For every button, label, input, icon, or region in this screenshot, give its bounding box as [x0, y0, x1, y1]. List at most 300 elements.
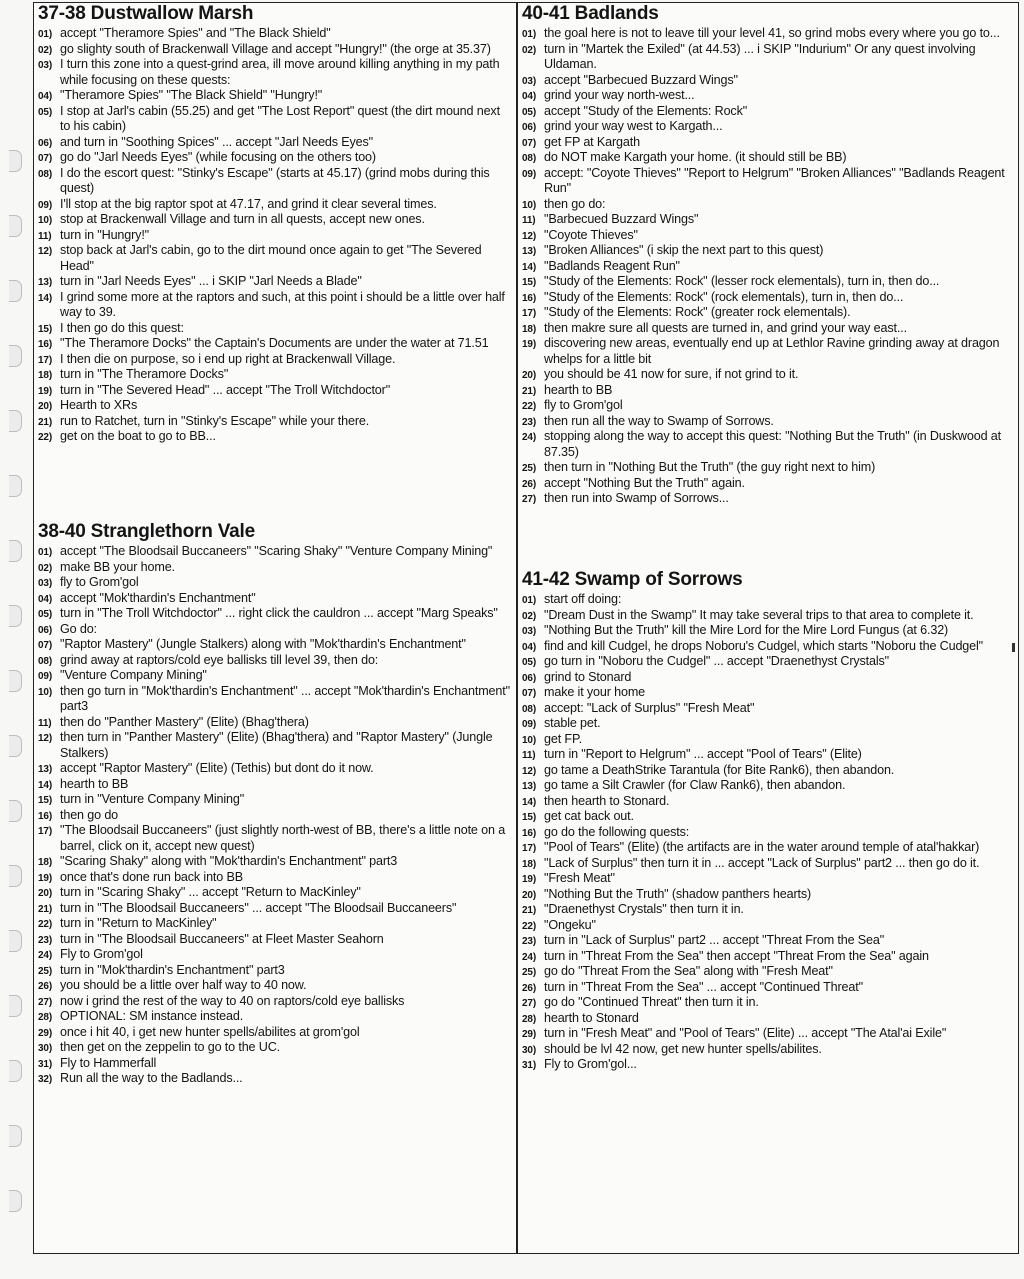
step-text: "Nothing But the Truth" (shadow panthers hearts) [544, 886, 812, 901]
step-item [522, 135, 1012, 151]
step-text: turn in "Scaring Shaky" ... accept "Return to MacKinley" [60, 885, 361, 899]
step-item [38, 429, 510, 445]
step-text: grind your way west to Kargath... [544, 119, 723, 133]
step-item [522, 670, 1012, 686]
step-number: 32) [38, 1074, 53, 1085]
step-text: turn in "Hungry!" [60, 227, 149, 242]
step-number: 23) [38, 934, 53, 946]
step-item [522, 228, 1012, 244]
step-item [522, 887, 1012, 903]
step-item [522, 1042, 1012, 1058]
step-number: 10) [522, 199, 537, 211]
step-text: turn in "Return to MacKinley" [60, 916, 217, 930]
step-text: hearth to BB [544, 382, 613, 397]
step-text: turn in "Threat From the Sea" ... accept "Continued Threat" [544, 979, 863, 994]
step-number: 07) [38, 153, 53, 164]
step-number: 17) [522, 308, 537, 319]
step-item [522, 623, 1012, 639]
step-text: "Broken Alliances" (i skip the next part to this quest) [544, 243, 824, 257]
step-number: 08) [522, 703, 537, 715]
step-item [38, 637, 510, 653]
step-item [38, 978, 510, 994]
step-text: now i grind the rest of the way to 40 on raptors/cold eye ballisks [60, 993, 405, 1008]
step-text: then go do: [544, 196, 606, 211]
step-number: 06) [38, 137, 53, 149]
step-item [522, 398, 1012, 414]
step-text: hearth to Stonard [544, 1010, 639, 1025]
step-number: 02) [522, 44, 537, 56]
step-list [522, 592, 1012, 1073]
step-text: do NOT make Kargath your home. (it should still be BB) [544, 150, 847, 164]
step-text: get on the boat to go to BB... [60, 429, 216, 443]
step-number: 14) [38, 779, 53, 791]
step-text: grind to Stonard [544, 669, 632, 684]
step-item [38, 243, 510, 274]
step-text: Hearth to XRs [60, 398, 138, 412]
step-item [38, 414, 510, 430]
step-number: 27) [522, 998, 537, 1009]
step-number: 15) [38, 795, 53, 806]
step-text: you should be 41 now for sure, if not grind to it. [544, 367, 799, 381]
step-number: 18) [38, 370, 53, 381]
step-number: 28) [522, 1013, 537, 1025]
step-text: "Scaring Shaky" along with "Mok'thardin's Enchantment" part3 [60, 854, 398, 868]
step-number: 23) [522, 936, 537, 947]
step-item [38, 777, 510, 793]
step-item [38, 274, 510, 290]
step-item [38, 730, 510, 761]
step-text: Go do: [60, 621, 97, 636]
step-item [38, 1040, 510, 1056]
step-text: "Ongeku" [544, 917, 596, 932]
step-item [522, 995, 1012, 1011]
step-item [522, 701, 1012, 717]
step-number: 09) [522, 168, 537, 180]
step-text: grind away at raptors/cold eye ballisks till level 39, then do: [60, 652, 379, 667]
step-item [522, 150, 1012, 166]
step-text: "Study of the Elements: Rock" (lesser rock elementals), turn in, then do... [544, 274, 940, 288]
section-title: 38-40 Stranglethorn Vale [38, 521, 255, 542]
step-number: 19) [38, 872, 53, 884]
step-number: 13) [522, 246, 537, 257]
step-text: make BB your home. [60, 559, 175, 574]
step-number: 24) [38, 950, 53, 961]
step-text: get FP. [544, 731, 582, 746]
step-text: and turn in "Soothing Spices" ... accept "Jarl Needs Eyes" [60, 134, 374, 149]
step-item [38, 653, 510, 669]
step-item [522, 732, 1012, 748]
step-number: 16) [522, 292, 537, 304]
step-number: 11) [522, 750, 536, 761]
step-text: fly to Grom'gol [60, 575, 139, 589]
step-text: once i hit 40, i get new hunter spells/abilites at grom'gol [60, 1024, 360, 1039]
step-item [38, 42, 510, 58]
step-item [522, 592, 1012, 608]
step-item [522, 716, 1012, 732]
step-item [38, 398, 510, 414]
stray-mark [1012, 643, 1015, 652]
step-text: then get on the zeppelin to go to the UC. [60, 1040, 280, 1054]
step-text: accept "Mok'thardin's Enchantment" [60, 590, 256, 605]
step-text: then go do [60, 807, 119, 822]
step-text: OPTIONAL: SM instance instead. [60, 1009, 244, 1023]
step-text: then do "Panther Mastery" (Elite) (Bhag'thera) [60, 714, 309, 729]
step-item [38, 321, 510, 337]
step-text: get cat back out. [544, 809, 634, 823]
step-item [522, 794, 1012, 810]
step-text: should be lvl 42 now, get new hunter spells/abilites. [544, 1041, 822, 1056]
step-item [38, 994, 510, 1010]
step-text: stopping along the way to accept this quest: "Nothing But the Truth" (in Duskwood at 87.35) [544, 429, 1001, 459]
step-number: 24) [522, 951, 537, 963]
step-item [38, 352, 510, 368]
step-number: 06) [522, 122, 537, 133]
step-number: 21) [38, 416, 53, 428]
step-number: 05) [522, 657, 537, 668]
step-text: start off doing: [544, 592, 622, 606]
step-text: grind your way north-west... [544, 88, 695, 102]
step-text: accept "Theramore Spies" and "The Black Shield" [60, 26, 331, 40]
step-item [522, 166, 1012, 197]
step-number: 10) [38, 686, 53, 698]
step-number: 01) [38, 29, 53, 40]
step-text: then makre sure all quests are turned in, and grind your way east... [544, 320, 907, 335]
step-number: 04) [522, 641, 537, 653]
step-number: 12) [522, 765, 537, 777]
step-number: 05) [522, 106, 537, 118]
step-number: 19) [522, 339, 537, 350]
step-item [522, 608, 1012, 624]
step-text: hearth to BB [60, 776, 129, 791]
step-number: 08) [38, 168, 53, 180]
step-number: 27) [38, 996, 53, 1008]
step-item [38, 1056, 510, 1072]
step-text: go tame a Silt Crawler (for Claw Rank6), then abandon. [544, 778, 846, 792]
step-number: 11) [38, 717, 52, 729]
step-item [38, 150, 510, 166]
step-number: 24) [522, 432, 537, 443]
step-number: 21) [522, 905, 537, 916]
step-item [522, 429, 1012, 460]
step-number: 04) [38, 91, 53, 102]
step-text: I grind some more at the raptors and such, at this point i should be a little over half way to 39. [60, 289, 505, 319]
step-text: Fly to Hammerfall [60, 1055, 157, 1070]
step-number: 05) [38, 609, 53, 620]
column-divider [516, 3, 518, 1253]
step-text: you should be a little over half way to 40 now. [60, 978, 307, 992]
step-number: 09) [522, 719, 537, 730]
step-text: accept "The Bloodsail Buccaneers" "Scaring Shaky" "Venture Company Mining" [60, 544, 493, 558]
step-item [522, 290, 1012, 306]
step-number: 15) [522, 277, 537, 288]
step-text: I do the escort quest: "Stinky's Escape" (starts at 45.17) (grind mobs during this quest) [60, 165, 490, 195]
step-number: 02) [522, 610, 537, 622]
step-item [522, 964, 1012, 980]
step-text: go do the following quests: [544, 824, 690, 839]
step-item [522, 639, 1012, 655]
step-text: then hearth to Stonard. [544, 793, 670, 808]
step-item [38, 854, 510, 870]
step-item [522, 212, 1012, 228]
step-item [522, 1011, 1012, 1027]
step-number: 03) [522, 626, 537, 637]
step-item [522, 460, 1012, 476]
step-number: 22) [522, 920, 537, 932]
step-item [522, 763, 1012, 779]
step-number: 22) [38, 919, 53, 930]
step-item [522, 747, 1012, 763]
step-text: fly to Grom'gol [544, 398, 623, 412]
section-stranglethorn-vale [38, 521, 510, 1087]
step-text: turn in "Report to Helgrum" ... accept "Pool of Tears" (Elite) [544, 747, 862, 761]
step-text: accept "Barbecued Buzzard Wings" [544, 72, 738, 87]
step-item [38, 26, 510, 42]
step-number: 30) [38, 1043, 53, 1054]
step-item [38, 963, 510, 979]
step-item [522, 119, 1012, 135]
section-swamp-of-sorrows [522, 569, 1012, 1073]
step-number: 09) [38, 199, 53, 211]
step-item [38, 1025, 510, 1041]
step-number: 21) [522, 385, 537, 397]
step-number: 11) [38, 230, 52, 242]
step-text: the goal here is not to leave till your level 41, so grind mobs every where you go to... [544, 26, 1000, 40]
step-item [38, 544, 510, 560]
step-number: 02) [38, 44, 53, 56]
step-number: 12) [522, 230, 537, 242]
step-item [38, 932, 510, 948]
step-text: turn in "The Theramore Docks" [60, 367, 229, 381]
step-number: 31) [38, 1058, 53, 1070]
step-number: 06) [522, 672, 537, 684]
step-text: "Venture Company Mining" [60, 668, 207, 682]
step-text: stop back at Jarl's cabin, go to the dirt mound once again to get "The Severed Head" [60, 243, 482, 273]
step-number: 14) [522, 796, 537, 808]
step-text: Fly to Grom'gol [60, 947, 143, 961]
step-item [38, 212, 510, 228]
step-number: 10) [522, 734, 537, 746]
step-item [38, 668, 510, 684]
step-text: once that's done run back into BB [60, 869, 243, 884]
step-item [38, 870, 510, 886]
step-text: get FP at Kargath [544, 134, 640, 149]
step-text: then run all the way to Swamp of Sorrows. [544, 413, 774, 428]
step-number: 07) [522, 688, 537, 699]
step-item [38, 622, 510, 638]
step-item [522, 26, 1012, 42]
step-number: 04) [522, 91, 537, 102]
step-item [38, 916, 510, 932]
step-item [522, 104, 1012, 120]
step-number: 19) [38, 385, 53, 397]
step-number: 19) [522, 874, 537, 885]
step-number: 20) [522, 889, 537, 901]
step-text: then turn in "Nothing But the Truth" (the guy right next to him) [544, 460, 876, 474]
step-text: turn in "Mok'thardin's Enchantment" part3 [60, 962, 285, 977]
step-text: "Nothing But the Truth" kill the Mire Lord for the Mire Lord Fungus (at 6.32) [544, 623, 949, 637]
step-number: 13) [38, 764, 53, 775]
step-item [522, 856, 1012, 872]
step-text: "Raptor Mastery" (Jungle Stalkers) along with "Mok'thardin's Enchantment" [60, 637, 466, 651]
step-item [38, 885, 510, 901]
step-text: turn in "Martek the Exiled" (at 44.53) ... i SKIP "Indurium" Or any quest involving Uldaman. [544, 41, 976, 71]
step-item [522, 980, 1012, 996]
step-number: 20) [522, 370, 537, 381]
binder-holes [0, 0, 30, 1279]
step-number: 17) [38, 354, 53, 366]
step-item [522, 305, 1012, 321]
step-text: accept "Nothing But the Truth" again. [544, 475, 745, 490]
step-text: accept "Study of the Elements: Rock" [544, 103, 748, 118]
step-item [38, 575, 510, 591]
step-item [522, 949, 1012, 965]
step-text: "Theramore Spies" "The Black Shield" "Hungry!" [60, 88, 323, 102]
step-item [522, 321, 1012, 337]
step-item [522, 259, 1012, 275]
step-item [38, 166, 510, 197]
step-number: 28) [38, 1012, 53, 1023]
step-number: 12) [38, 733, 53, 744]
step-number: 01) [38, 547, 53, 558]
step-text: turn in "Threat From the Sea" then accept "Threat From the Sea" again [544, 948, 929, 963]
step-text: turn in "Fresh Meat" and "Pool of Tears" (Elite) ... accept "The Atal'ai Exile" [544, 1026, 947, 1040]
section-dustwallow-marsh [38, 3, 510, 445]
step-text: turn in "Jarl Needs Eyes" ... i SKIP "Jarl Needs a Blade" [60, 274, 362, 288]
step-text: turn in "The Severed Head" ... accept "The Troll Witchdoctor" [60, 382, 391, 397]
step-item [522, 42, 1012, 73]
step-number: 07) [38, 640, 53, 651]
step-text: turn in "The Troll Witchdoctor" ... right click the cauldron ... accept "Marg Speaks" [60, 606, 498, 620]
step-number: 07) [522, 137, 537, 149]
step-number: 17) [522, 843, 537, 854]
step-list [38, 544, 510, 1087]
step-item [522, 809, 1012, 825]
step-item [38, 57, 510, 88]
step-number: 18) [522, 858, 537, 870]
step-number: 06) [38, 624, 53, 636]
step-number: 08) [38, 655, 53, 667]
step-text: go slighty south of Brackenwall Village and accept "Hungry!" (the orge at 35.37) [60, 41, 491, 56]
step-item [522, 336, 1012, 367]
step-number: 26) [522, 478, 537, 490]
step-item [522, 654, 1012, 670]
step-item [38, 228, 510, 244]
step-text: stable pet. [544, 716, 601, 730]
step-item [38, 367, 510, 383]
step-number: 08) [522, 153, 537, 164]
step-number: 03) [38, 578, 53, 589]
step-item [522, 902, 1012, 918]
step-number: 26) [38, 981, 53, 992]
step-text: accept: "Lack of Surplus" "Fresh Meat" [544, 700, 755, 715]
step-number: 09) [38, 671, 53, 682]
step-number: 11) [522, 215, 536, 226]
step-item [38, 1071, 510, 1087]
step-number: 25) [38, 965, 53, 977]
step-text: turn in "Venture Company Mining" [60, 792, 245, 806]
step-number: 05) [38, 106, 53, 118]
step-item [38, 336, 510, 352]
step-list [38, 26, 510, 445]
guide-page [33, 2, 1019, 1254]
step-number: 16) [38, 339, 53, 350]
step-text: I stop at Jarl's cabin (55.25) and get "The Lost Report" quest (the dirt mound next to his cabin) [60, 103, 500, 133]
step-text: "Pool of Tears" (Elite) (the artifacts are in the water around temple of atal'hakkar) [544, 840, 980, 854]
step-item [522, 274, 1012, 290]
step-text: Run all the way to the Badlands... [60, 1071, 243, 1085]
step-text: then turn in "Panther Mastery" (Elite) (Bhag'thera) and "Raptor Mastery" (Jungle Stalkers) [60, 730, 493, 760]
step-text: go do "Continued Threat" then turn it in. [544, 995, 759, 1009]
step-item [522, 414, 1012, 430]
step-item [522, 383, 1012, 399]
step-text: go tame a DeathStrike Tarantula (for Bite Rank6), then abandon. [544, 762, 895, 777]
step-number: 30) [522, 1044, 537, 1056]
step-item [522, 73, 1012, 89]
step-text: accept "Raptor Mastery" (Elite) (Tethis) but dont do it now. [60, 761, 374, 775]
step-text: discovering new areas, eventually end up at Lethlor Ravine grinding away at dragon whelps for a little bit [544, 336, 1000, 366]
step-item [522, 197, 1012, 213]
step-number: 20) [38, 888, 53, 899]
step-item [38, 383, 510, 399]
step-number: 13) [38, 277, 53, 288]
step-number: 03) [38, 60, 53, 71]
step-text: stop at Brackenwall Village and turn in all quests, accept new ones. [60, 212, 425, 226]
step-item [38, 715, 510, 731]
step-text: go do "Jarl Needs Eyes" (while focusing on the others too) [60, 150, 376, 164]
step-text: find and kill Cudgel, he drops Noboru's Cudgel, which starts "Noboru the Cudgel" [544, 638, 983, 653]
step-item [522, 918, 1012, 934]
step-item [522, 88, 1012, 104]
step-number: 10) [38, 215, 53, 226]
step-item [522, 243, 1012, 259]
step-number: 14) [38, 292, 53, 304]
step-number: 14) [522, 261, 537, 273]
step-text: I then go do this quest: [60, 320, 184, 335]
step-number: 03) [522, 75, 537, 87]
step-item [522, 1057, 1012, 1073]
section-title: 41-42 Swamp of Sorrows [522, 569, 743, 590]
step-item [38, 761, 510, 777]
step-item [38, 684, 510, 715]
step-text: "Study of the Elements: Rock" (rock elementals), turn in, then do... [544, 289, 904, 304]
step-text: "Barbecued Buzzard Wings" [544, 212, 699, 226]
step-number: 22) [38, 432, 53, 443]
step-item [38, 947, 510, 963]
step-item [522, 476, 1012, 492]
step-number: 22) [522, 401, 537, 412]
step-text: "Dream Dust in the Swamp" It may take several trips to that area to complete it. [544, 607, 974, 622]
step-text: then go turn in "Mok'thardin's Enchantment" ... accept "Mok'thardin's Enchantment" part3 [60, 683, 510, 713]
step-text: go do "Threat From the Sea" along with "Fresh Meat" [544, 964, 833, 978]
step-number: 13) [522, 781, 537, 792]
step-item [38, 808, 510, 824]
step-text: "Fresh Meat" [544, 871, 615, 885]
step-item [522, 367, 1012, 383]
step-item [522, 871, 1012, 887]
step-item [522, 933, 1012, 949]
step-number: 01) [522, 29, 537, 40]
step-text: I'll stop at the big raptor spot at 47.17, and grind it clear several times. [60, 196, 437, 211]
step-text: Fly to Grom'gol... [544, 1057, 637, 1071]
step-number: 16) [38, 810, 53, 822]
step-number: 29) [522, 1029, 537, 1040]
step-text: then run into Swamp of Sorrows... [544, 491, 729, 505]
step-text: make it your home [544, 685, 646, 699]
step-item [38, 823, 510, 854]
step-text: run to Ratchet, turn in "Stinky's Escape" while your there. [60, 413, 370, 428]
step-number: 26) [522, 982, 537, 994]
step-number: 23) [522, 416, 537, 428]
